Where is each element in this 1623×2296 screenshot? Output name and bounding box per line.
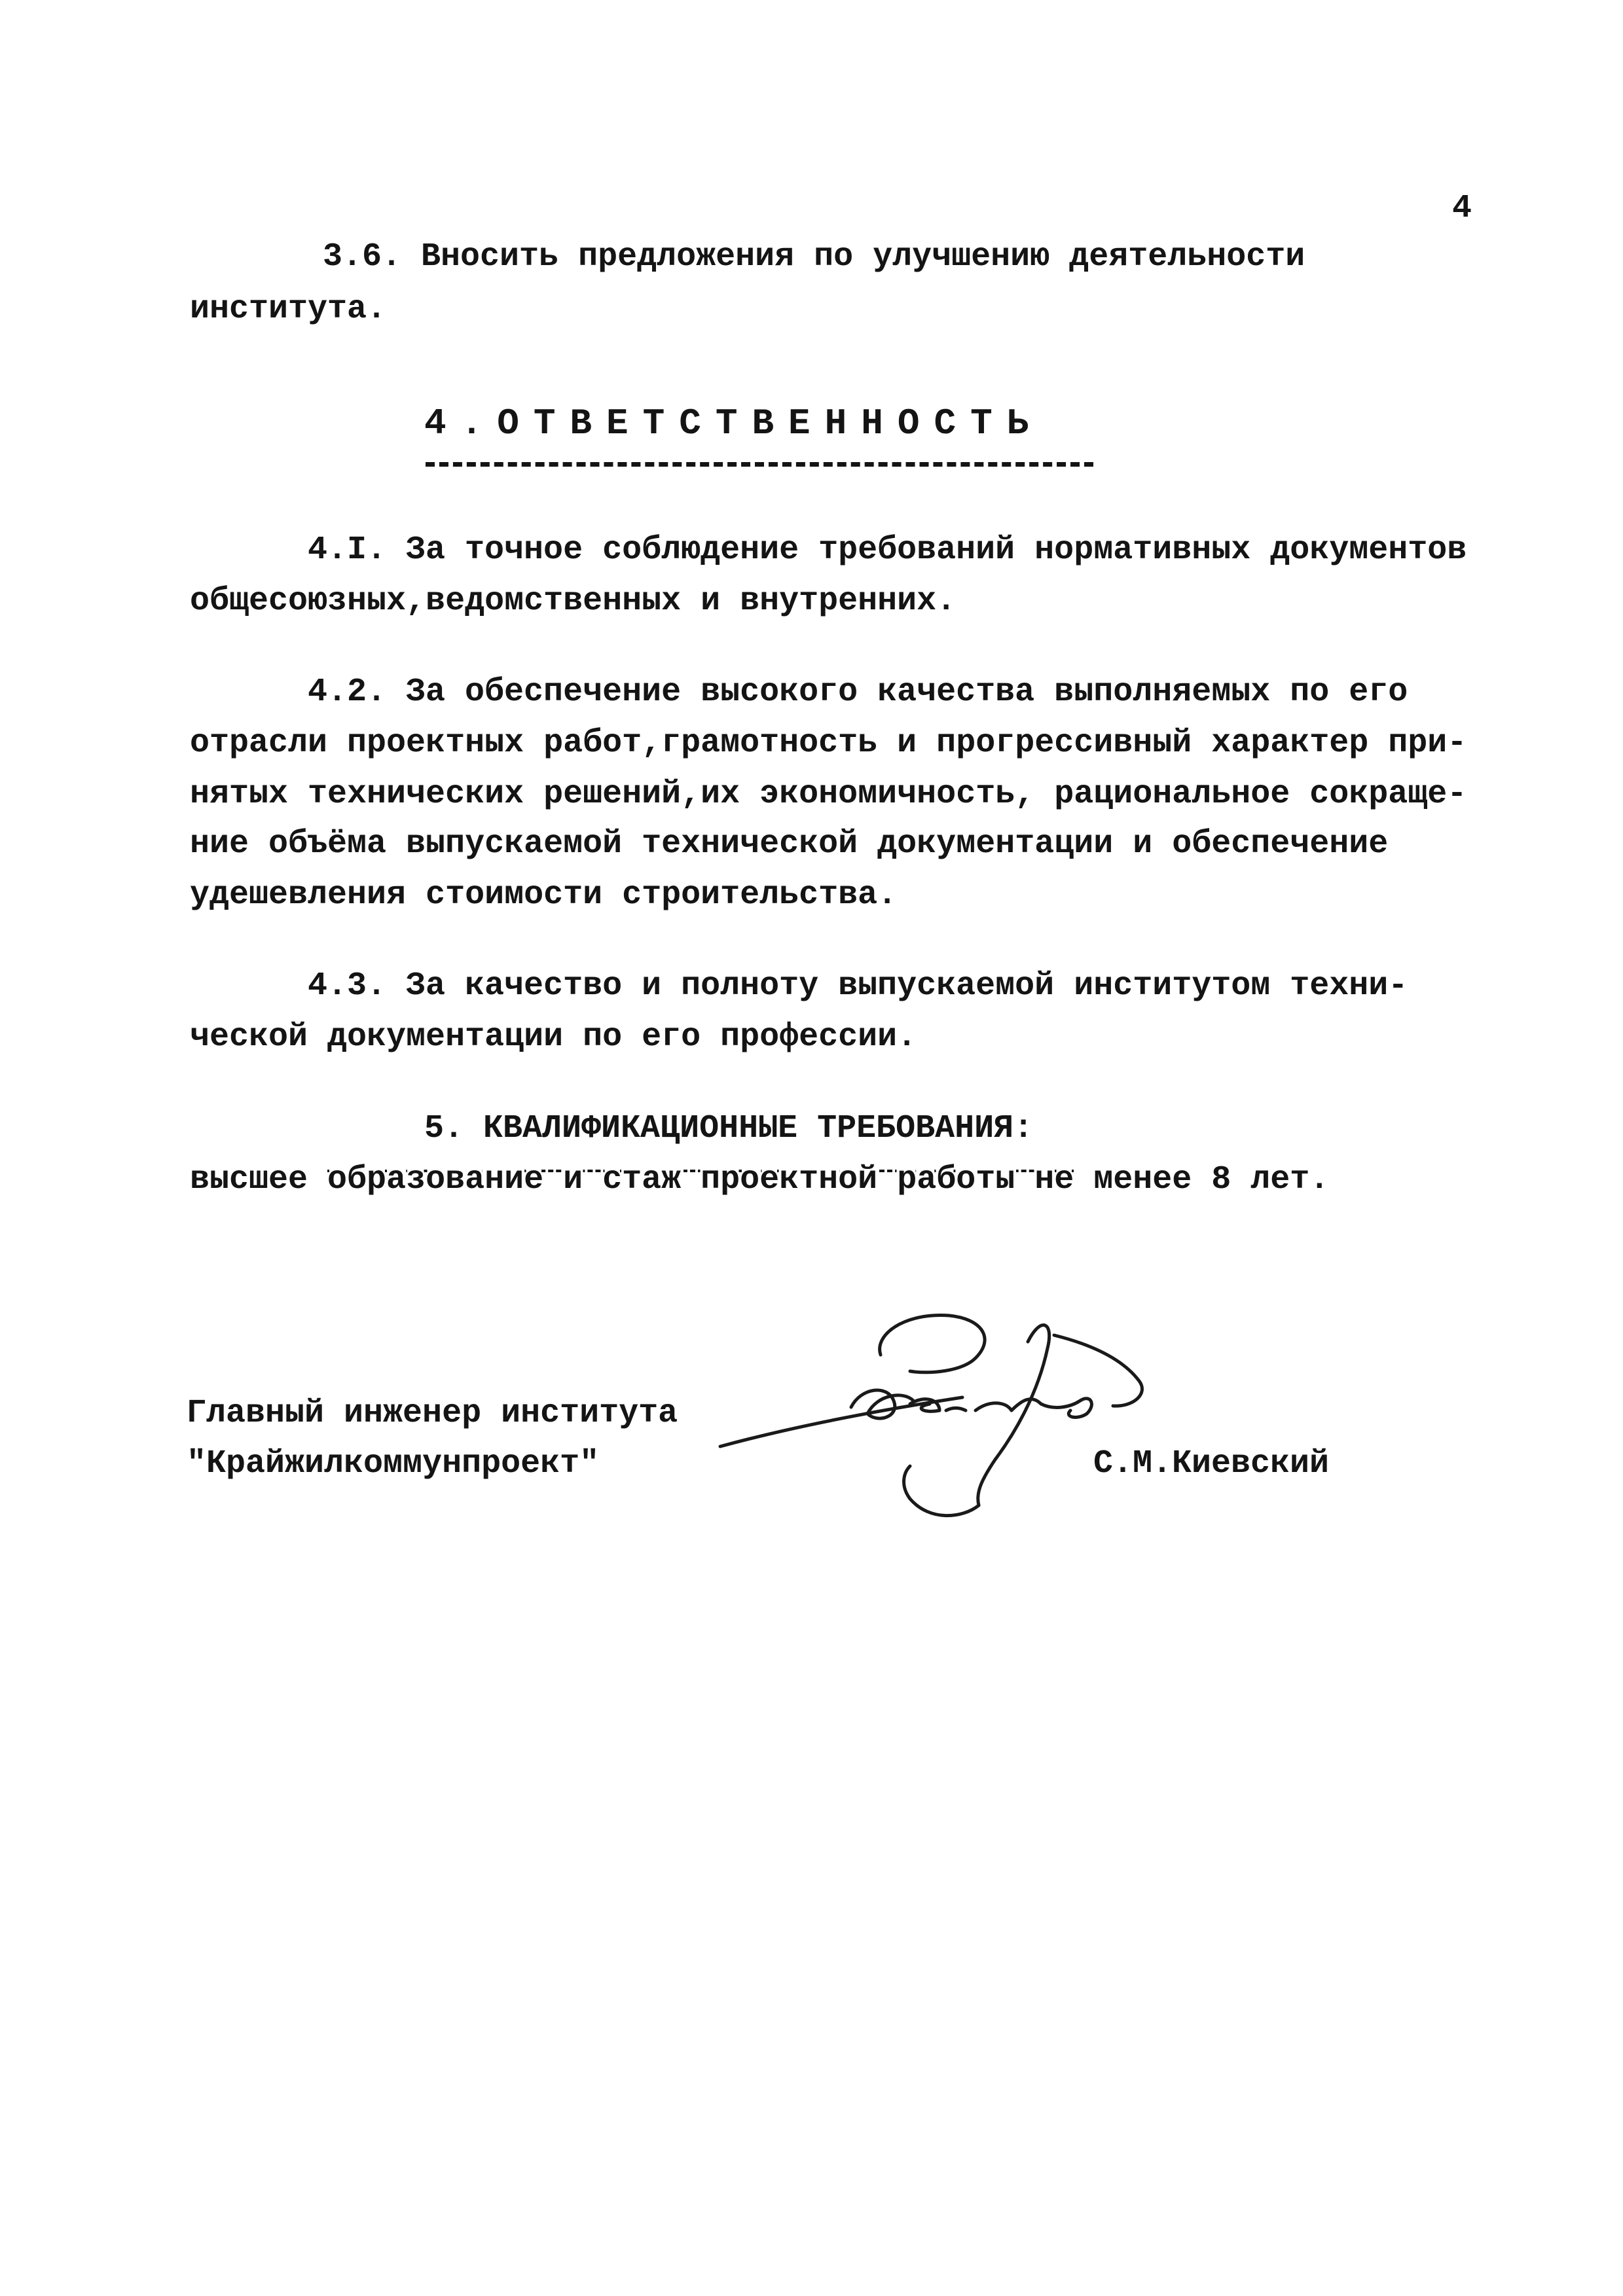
clause-4-1-line-1: 4.I. За точное соблюдение требований нормативных документов — [308, 531, 1467, 569]
clause-4-2-line-1: 4.2. За обеспечение высокого качества выполняемых по его — [308, 673, 1408, 711]
section-5-text-suffix: менее 8 лет. — [1074, 1161, 1330, 1198]
section-4-heading-underline — [426, 462, 1093, 467]
section-5-text-underlined: образование и стаж проектной работы не — [327, 1161, 1074, 1198]
section-5-text — [190, 1161, 1330, 1198]
signer-name: С.М.Киевский — [1093, 1445, 1330, 1482]
clause-4-1-line-2: общесоюзных,ведомственных и внутренних. — [190, 583, 957, 620]
clause-4-2-line-5: удешевления стоимости строительства. — [190, 876, 898, 914]
section-3-6-line-1: 3.6. Вносить предложения по улучшению деятельности — [323, 238, 1305, 276]
signer-title-line-2: "Крайжилкоммунпроект" — [187, 1445, 600, 1482]
clause-4-2-line-4: ние объёма выпускаемой технической документации и обеспечение — [190, 825, 1389, 863]
page-number: 4 — [1452, 190, 1472, 227]
section-4-heading: 4.ОТВЕТСТВЕННОСТЬ — [424, 403, 1044, 444]
section-3-6-line-2: института. — [190, 291, 387, 328]
signer-title-line-1: Главный инженер института — [187, 1395, 678, 1432]
clause-4-2-line-3: нятых технических решений,их экономичность, рациональное сокраще- — [190, 776, 1467, 813]
section-5-heading: 5. КВАЛИФИКАЦИОННЫЕ ТРЕБОВАНИЯ: — [424, 1110, 1034, 1147]
clause-4-2-line-2: отрасли проектных работ,грамотность и прогрессивный характер при- — [190, 725, 1467, 762]
handwritten-signature — [714, 1296, 1159, 1538]
clause-4-3-line-2: ческой документации по его профессии. — [190, 1018, 917, 1056]
section-5-text-prefix: высшее — [190, 1161, 328, 1198]
clause-4-3-line-1: 4.3. За качество и полноту выпускаемой институтом техни- — [308, 967, 1408, 1005]
